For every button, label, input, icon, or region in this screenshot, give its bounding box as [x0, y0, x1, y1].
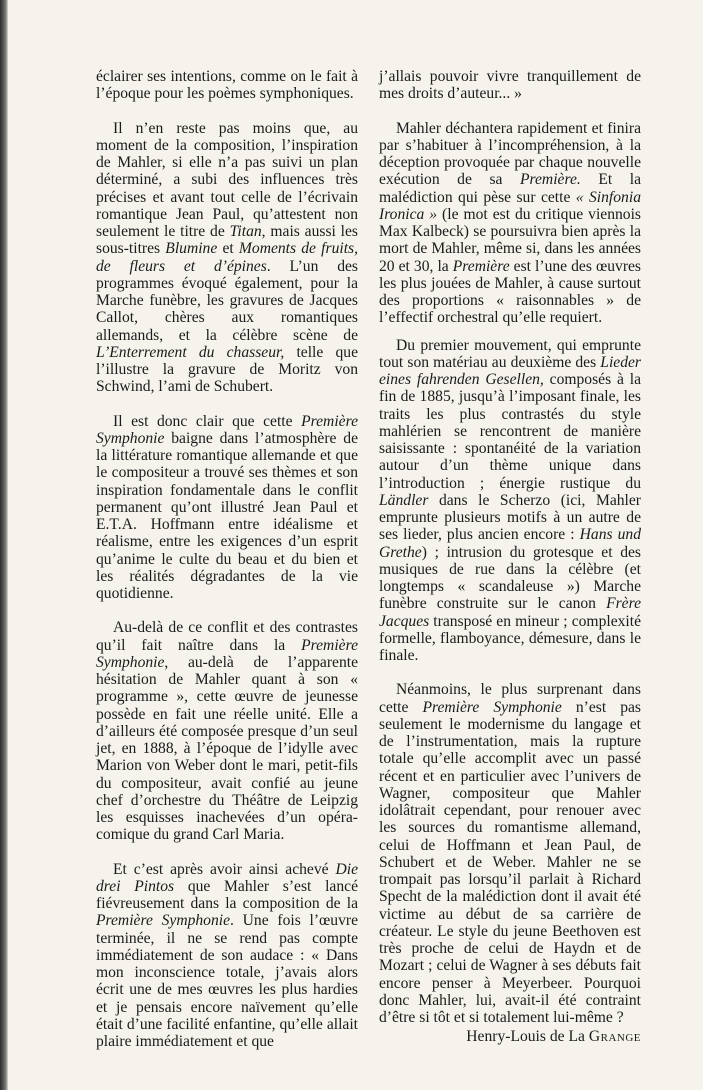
scan-edge	[0, 0, 8, 1090]
paragraph-p9: Néanmoins, le plus surprenant dans cette Première Symphonie n’est pas seulement le modernisme du langage et de l’instrumentation, mais la rupture totale qu’elle accomplit avec un passé récent et en particulier avec l’univers de Wagner, compositeur que Mahler idolâtrait cependant, pour renouer avec les sources du romantisme allemand, celui de Hoffmann et Jean Paul, de Schubert et de Weber. Mahler ne se trompait pas lorsqu’il parlait à Richard Specht de la malédiction dont il avait été victime au début de sa carrière de créateur. Le style du jeune Beethoven est très proche de celui de Haydn et de Mozart ; celui de Wagner à ses débuts fait encore penser à Meyerbeer. Pourquoi donc Mahler, lui, avait-il été contraint d’être si tôt et si totalement lui-même ?	[379, 681, 641, 1026]
paragraph-p8: Du premier mouvement, qui emprunte tout son matériau au deuxième des Lieder eines fahrenden Gesellen, composés à la fin de 1885, jusqu’à l’imposant finale, les traits les plus contrastés du style mahlérien se rencontrent de manière saisissante : spontanéité de la variation autour d’un thème unique dans l’introduction ; énergie rustique du Ländler dans le Scherzo (ici, Mahler emprunte plusieurs motifs à un autre de ses lieder, plus ancien encore : Hans und Grethe) ; intrusion du grotesque et des musiques de rue dans la célèbre (et longtemps « scandaleuse ») Marche funèbre construite sur le canon Frère Jacques transposé en mineur ; complexité formelle, flamboyance, démesure, dans le finale.	[379, 336, 641, 664]
paragraph-p1: éclairer ses intentions, comme on le fait à l’époque pour les poèmes symphoniques.	[96, 68, 358, 103]
paragraph-p4: Au-delà de ce conflit et des contrastes qu’il fait naître dans la Première Symphonie, au-delà de l’apparente hésitation de Mahler quant à son « programme », cette œuvre de jeunesse possède en fait une réelle unité. Elle a d’ailleurs été composée presque d’un seul jet, en 1888, à l’époque de l’idylle avec Marion von Weber dont le mari, petit-fils du compositeur, avait confié au jeune chef d’orchestre du Théâtre de Leipzig les esquisses inachevées d’un opéra-comique du grand Carl Maria.	[96, 619, 358, 844]
right-column	[379, 68, 641, 1046]
author-name: Henry-Louis de La	[466, 1028, 585, 1046]
paragraph-p5: Et c’est après avoir ainsi achevé Die drei Pintos que Mahler s’est lancé fiévreusement dans la composition de la Première Symphonie. Une fois l’œuvre terminée, il ne se rend pas compte immédiatement de son audace : « Dans mon inconscience totale, j’avais alors écrit une de mes œuvres les plus hardies et je pensais encore naïvement qu’elle était d’une facilité enfantine, qu’elle allait plaire immédiatement et que	[96, 860, 358, 1050]
left-column	[96, 68, 358, 1067]
author-surname: Grange	[588, 1028, 641, 1046]
author-signature	[379, 1028, 641, 1045]
paragraph-p7: Mahler déchantera rapidement et finira par s’habituer à l’incompréhension, à la déception provoquée par chaque nouvelle exécution de sa Première. Et la malédiction qui pèse sur cette « Sinfonia Ironica » (le mot est du critique viennois Max Kalbeck) se poursuivra bien après la mort de Mahler, même si, dans les années 20 et 30, la Première est l’une des œuvres les plus jouées de Mahler, à cause surtout des proportions « raisonnables » de l’effectif orchestral qu’elle requiert.	[379, 119, 641, 327]
document-page	[96, 68, 642, 1068]
paragraph-p6: j’allais pouvoir vivre tranquillement de mes droits d’auteur... »	[379, 68, 641, 103]
paragraph-p3: Il est donc clair que cette Première Symphonie baigne dans l’atmosphère de la littérature romantique allemande et que le compositeur a trouvé ses thèmes et son inspiration fondamentale dans le conflit permanent qu’ont illustré Jean Paul et E.T.A. Hoffmann entre idéalisme et réalisme, entre les exigences d’un esprit qu’anime le culte du beau et du bien et les réalités dégradantes de la vie quotidienne.	[96, 412, 358, 602]
paragraph-p2: Il n’en reste pas moins que, au moment de la composition, l’inspiration de Mahler, si elle n’a pas suivi un plan déterminé, a subi des influences très précises et avant tout celle de l’écrivain romantique Jean Paul, qu’attestent non seulement le titre de Titan, mais aussi les sous-titres Blumine et Moments de fruits, de fleurs et d’épines. L’un des programmes évoqué également, pour la Marche funèbre, les gravures de Jacques Callot, chères aux romantiques allemands, et la célèbre scène de L’Enterrement du chasseur, telle que l’illustre la gravure de Moritz von Schwind, l’ami de Schubert.	[96, 119, 358, 396]
